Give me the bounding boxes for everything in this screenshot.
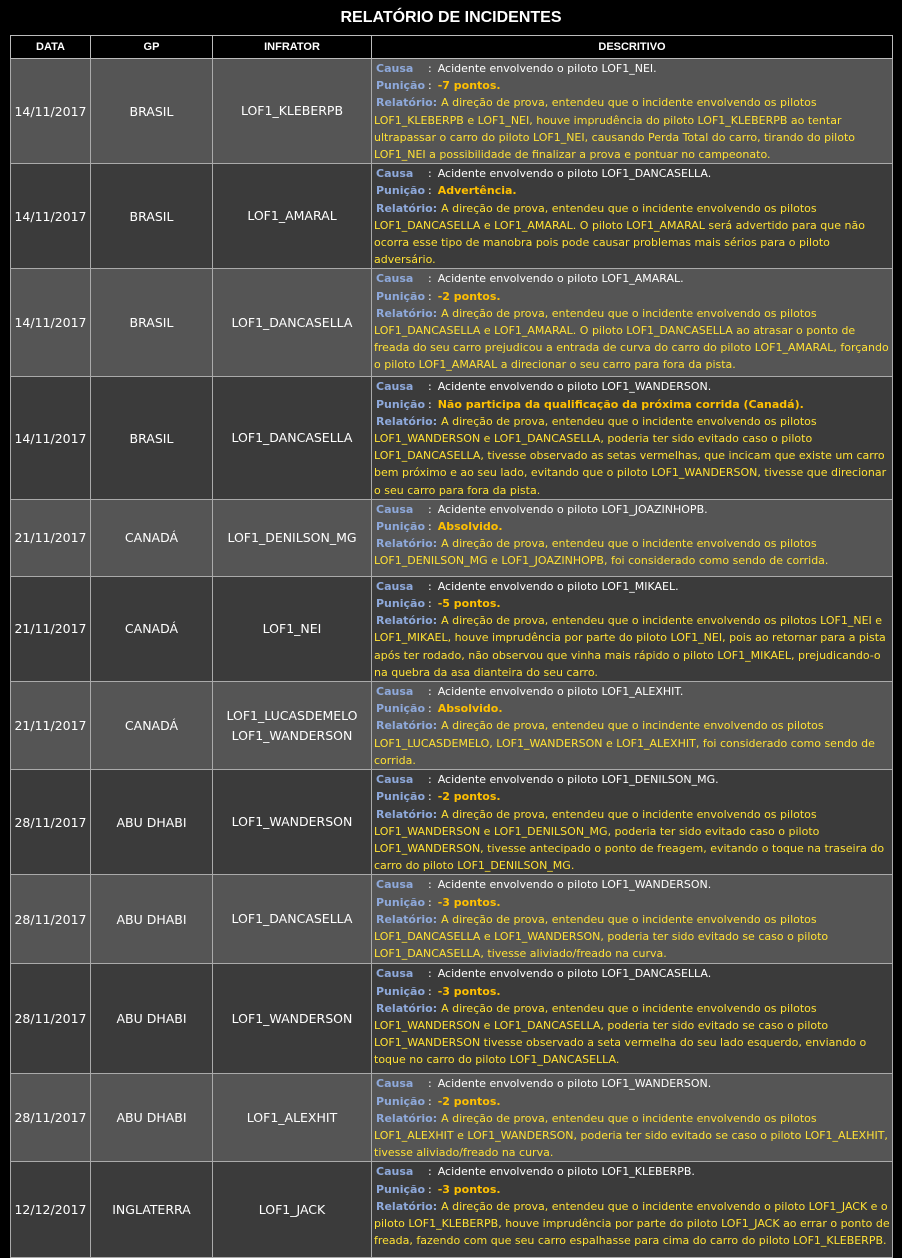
- label-colon: :: [428, 1182, 432, 1196]
- description-report-line: [374, 717, 890, 769]
- label-cause: Causa: [376, 773, 414, 787]
- label-penalty: Punição: [376, 1182, 425, 1196]
- header-descritivo: DESCRITIVO: [372, 36, 893, 59]
- report-text: A direção de prova, entendeu que o incidente envolvendo os pilotos LOF1_DANCASELLA e LOF1_AMARAL. O piloto LOF1_AMARAL será advertido para que não ocorra esse tipo de manobra pois pode causar problemas mais sérios para o piloto adversário.: [374, 201, 865, 267]
- description-report-line: [374, 1110, 890, 1162]
- label-report: Relatório:: [376, 201, 438, 215]
- cause-text: Acidente envolvendo o piloto LOF1_WANDERSON.: [437, 380, 712, 394]
- cause-text: Acidente envolvendo o piloto LOF1_DENILSON_MG.: [437, 773, 719, 787]
- description-cause-line: [374, 771, 890, 788]
- cell-gp: ABU DHABI: [91, 875, 213, 964]
- cell-date: 21/11/2017: [11, 576, 91, 681]
- cell-date: 14/11/2017: [11, 164, 91, 269]
- report-text: A direção de prova, entendeu que o incidente envolvendo os pilotos LOF1_DENILSON_MG e LOF1_JOAZINHOPB, foi considerado como sendo de corrida.: [374, 537, 829, 568]
- label-colon: :: [428, 790, 432, 804]
- cell-offender: [213, 499, 372, 576]
- table-row: [11, 576, 893, 681]
- penalty-text: -3 pontos.: [437, 1182, 501, 1196]
- cell-gp: BRASIL: [91, 164, 213, 269]
- cell-gp: ABU DHABI: [91, 964, 213, 1074]
- report-text: A direção de prova, entendeu que o incidente envolvendo os pilotos LOF1_WANDERSON e LOF1_DANCASELLA, poderia ter sido evitado caso o piloto LOF1_DANCASELLA, tivesse observado as setas vermelhas, que incicam que existe um carro bem próximo e ao seu lado, evitando que o piloto LOF1_WANDERSON, tivesse que direcionar o seu carro para fora da pista.: [374, 414, 887, 497]
- description-report-line: [374, 535, 890, 569]
- cell-description: [372, 964, 893, 1074]
- label-report: Relatório:: [376, 1001, 438, 1015]
- cell-date: 12/12/2017: [11, 1162, 91, 1258]
- report-title: RELATÓRIO DE INCIDENTES: [340, 9, 562, 26]
- cell-offender: [213, 1074, 372, 1162]
- label-colon: :: [428, 380, 432, 394]
- label-penalty: Punição: [376, 520, 425, 534]
- cell-date: 21/11/2017: [11, 499, 91, 576]
- description-cause-line: [374, 501, 890, 518]
- cell-description: [372, 164, 893, 269]
- cell-offender: [213, 1162, 372, 1258]
- description-cause-line: [374, 876, 890, 893]
- label-report: Relatório:: [376, 537, 438, 551]
- offender-name: LOF1_NEI: [262, 620, 322, 636]
- cause-text: Acidente envolvendo o piloto LOF1_DANCASELLA.: [437, 967, 712, 981]
- label-penalty: Punição: [376, 597, 425, 611]
- cell-offender: [213, 59, 372, 164]
- offender-name: LOF1_ALEXHIT: [246, 1109, 338, 1125]
- label-cause: Causa: [376, 272, 414, 286]
- header-data: DATA: [11, 36, 91, 59]
- label-colon: :: [428, 1077, 432, 1091]
- label-colon: :: [428, 685, 432, 699]
- description-penalty-line: [374, 396, 890, 413]
- cell-offender: [213, 269, 372, 377]
- cause-text: Acidente envolvendo o piloto LOF1_WANDERSON.: [437, 1077, 712, 1091]
- cause-text: Acidente envolvendo o piloto LOF1_AMARAL.: [437, 272, 684, 286]
- label-colon: :: [428, 967, 432, 981]
- cause-text: Acidente envolvendo o piloto LOF1_WANDERSON.: [437, 878, 712, 892]
- label-report: Relatório:: [376, 719, 438, 733]
- label-report: Relatório:: [376, 96, 438, 110]
- offender-name: LOF1_WANDERSON: [231, 727, 353, 743]
- description-penalty-line: [374, 77, 890, 94]
- label-penalty: Punição: [376, 984, 425, 998]
- label-report: Relatório:: [376, 912, 438, 926]
- description-cause-line: [374, 378, 890, 395]
- report-text: A direção de prova, entendeu que o incidente envolvendo os pilotos LOF1_DANCASELLA e LOF1_WANDERSON, poderia ter sido evitado se caso o piloto LOF1_DANCASELLA, tivesse aliviado/freado na curva.: [374, 912, 829, 961]
- cause-text: Acidente envolvendo o piloto LOF1_MIKAEL.: [437, 579, 679, 593]
- description-penalty-line: [374, 1181, 890, 1198]
- cell-description: [372, 269, 893, 377]
- label-report: Relatório:: [376, 306, 438, 320]
- description-cause-line: [374, 60, 890, 77]
- report-text: A direção de prova, entendeu que o incidente envolvendo os pilotos LOF1_ALEXHIT e LOF1_WANDERSON, poderia ter sido evitado se caso o piloto LOF1_ALEXHIT, tivesse aliviado/freado na curva.: [374, 1111, 888, 1160]
- label-colon: :: [428, 520, 432, 534]
- label-penalty: Punição: [376, 79, 425, 93]
- cause-text: Acidente envolvendo o piloto LOF1_JOAZINHOPB.: [437, 502, 708, 516]
- label-colon: :: [428, 397, 432, 411]
- table-row: [11, 59, 893, 164]
- offender-name: LOF1_AMARAL: [247, 208, 337, 224]
- cell-offender: [213, 576, 372, 681]
- offender-name: LOF1_WANDERSON: [231, 814, 353, 830]
- label-report: Relatório:: [376, 1111, 438, 1125]
- description-penalty-line: [374, 288, 890, 305]
- label-cause: Causa: [376, 167, 414, 181]
- report-text: A direção de prova, entendeu que o incidente envolvendo o piloto LOF1_JACK e o piloto LOF1_KLEBERPB, houve imprudência por parte do piloto LOF1_JACK ao errar o ponto de freada, fazendo com que seu carro espalhasse para cima do carro do piloto LOF1_KLEBERPB.: [374, 1199, 890, 1248]
- cell-description: [372, 875, 893, 964]
- cell-description: [372, 1074, 893, 1162]
- label-penalty: Punição: [376, 702, 425, 716]
- cell-offender: [213, 682, 372, 770]
- cause-text: Acidente envolvendo o piloto LOF1_ALEXHIT.: [437, 685, 684, 699]
- cell-date: 14/11/2017: [11, 59, 91, 164]
- description-penalty-line: [374, 595, 890, 612]
- description-penalty-line: [374, 518, 890, 535]
- description-cause-line: [374, 965, 890, 982]
- report-text: A direção de prova, entendeu que o incidente envolvendo os pilotos LOF1_WANDERSON e LOF1_DANCASELLA, poderia ter sido evitado se caso o piloto LOF1_WANDERSON tivesse observado a seta vermelha do seu lado esquerdo, enviando o toque no carro do piloto LOF1_DANCASELLA.: [374, 1001, 867, 1067]
- label-report: Relatório:: [376, 414, 438, 428]
- penalty-text: Absolvido.: [437, 702, 503, 716]
- cell-offender: [213, 770, 372, 875]
- cell-description: [372, 377, 893, 499]
- cell-gp: BRASIL: [91, 269, 213, 377]
- header-gp: GP: [91, 36, 213, 59]
- label-penalty: Punição: [376, 790, 425, 804]
- cell-date: 14/11/2017: [11, 377, 91, 499]
- cell-date: 14/11/2017: [11, 269, 91, 377]
- label-colon: :: [428, 773, 432, 787]
- cause-text: Acidente envolvendo o piloto LOF1_NEI.: [437, 62, 657, 75]
- cell-gp: BRASIL: [91, 377, 213, 499]
- offender-name: LOF1_DANCASELLA: [231, 911, 353, 927]
- cell-gp: CANADÁ: [91, 682, 213, 770]
- cell-gp: BRASIL: [91, 59, 213, 164]
- table-row: [11, 164, 893, 269]
- label-colon: :: [428, 702, 432, 716]
- label-colon: :: [428, 984, 432, 998]
- description-penalty-line: [374, 894, 890, 911]
- cell-gp: INGLATERRA: [91, 1162, 213, 1258]
- offender-name: LOF1_DANCASELLA: [231, 314, 353, 330]
- penalty-text: -3 pontos.: [437, 895, 501, 909]
- cell-gp: ABU DHABI: [91, 770, 213, 875]
- report-text: A direção de prova, entendeu que o incidente envolvendo os pilotos LOF1_KLEBERPB e LOF1_NEI, houve imprudência do piloto LOF1_KLEBERPB ao tentar ultrapassar o carro do piloto LOF1_NEI, causando Perda Total do carro, tirando do piloto LOF1_NEI a possibilidade de finalizar a prova e pontuar no campeonato.: [374, 96, 855, 162]
- table-row: [11, 499, 893, 576]
- label-colon: :: [428, 62, 432, 75]
- report-text: A direção de prova, entendeu que o incidente envolvendo os pilotos LOF1_DANCASELLA e LOF1_AMARAL. O piloto LOF1_DANCASELLA ao atrasar o ponto de freada do seu carro prejudicou a entrada de curva do carro do piloto LOF1_AMARAL, forçando o piloto LOF1_AMARAL a direcionar o seu carro para fora da pista.: [374, 306, 889, 372]
- description-penalty-line: [374, 182, 890, 199]
- cell-offender: [213, 164, 372, 269]
- offender-name: LOF1_WANDERSON: [231, 1010, 353, 1026]
- label-colon: :: [428, 289, 432, 303]
- table-row: [11, 1162, 893, 1258]
- offender-name: LOF1_DENILSON_MG: [227, 529, 357, 545]
- table-row: [11, 269, 893, 377]
- cell-description: [372, 1162, 893, 1258]
- penalty-text: -5 pontos.: [437, 597, 501, 611]
- label-colon: :: [428, 79, 432, 93]
- cell-offender: [213, 964, 372, 1074]
- cell-date: 21/11/2017: [11, 682, 91, 770]
- cell-description: [372, 770, 893, 875]
- description-penalty-line: [374, 788, 890, 805]
- penalty-text: Absolvido.: [437, 520, 503, 534]
- label-cause: Causa: [376, 685, 414, 699]
- description-penalty-line: [374, 983, 890, 1000]
- penalty-text: Advertência.: [437, 184, 517, 198]
- description-cause-line: [374, 1163, 890, 1180]
- description-report-line: [374, 305, 890, 374]
- description-cause-line: [374, 578, 890, 595]
- label-cause: Causa: [376, 380, 414, 394]
- label-cause: Causa: [376, 579, 414, 593]
- label-penalty: Punição: [376, 289, 425, 303]
- cause-text: Acidente envolvendo o piloto LOF1_DANCASELLA.: [437, 167, 712, 181]
- offender-name: LOF1_KLEBERPB: [240, 103, 344, 119]
- description-penalty-line: [374, 1093, 890, 1110]
- description-report-line: [374, 94, 890, 163]
- penalty-text: -2 pontos.: [437, 1094, 501, 1108]
- cell-gp: CANADÁ: [91, 499, 213, 576]
- cell-date: 28/11/2017: [11, 964, 91, 1074]
- label-cause: Causa: [376, 1077, 414, 1091]
- description-report-line: [374, 612, 890, 681]
- cell-description: [372, 682, 893, 770]
- label-report: Relatório:: [376, 614, 438, 628]
- label-colon: :: [428, 502, 432, 516]
- description-report-line: [374, 911, 890, 963]
- label-penalty: Punição: [376, 184, 425, 198]
- label-report: Relatório:: [376, 1199, 438, 1213]
- label-penalty: Punição: [376, 1094, 425, 1108]
- description-cause-line: [374, 683, 890, 700]
- offender-name: LOF1_LUCASDEMELO: [226, 707, 358, 723]
- label-cause: Causa: [376, 967, 414, 981]
- table-row: [11, 964, 893, 1074]
- description-report-line: [374, 200, 890, 269]
- label-penalty: Punição: [376, 397, 425, 411]
- cell-description: [372, 499, 893, 576]
- penalty-text: Não participa da qualificação da próxima corrida (Canadá).: [437, 397, 804, 411]
- label-colon: :: [428, 597, 432, 611]
- header-row: [11, 36, 893, 59]
- label-colon: :: [428, 579, 432, 593]
- cell-offender: [213, 875, 372, 964]
- cell-date: 28/11/2017: [11, 1074, 91, 1162]
- header-infrator: INFRATOR: [213, 36, 372, 59]
- table-row: [11, 770, 893, 875]
- report-text: A direção de prova, entendeu que o incindente envolvendo os pilotos LOF1_LUCASDEMELO, LOF1_WANDERSON e LOF1_ALEXHIT, foi considerado como sendo de corrida.: [374, 719, 875, 767]
- penalty-text: -7 pontos.: [437, 79, 501, 93]
- description-report-line: [374, 1198, 890, 1250]
- label-colon: :: [428, 878, 432, 892]
- offender-name: LOF1_JACK: [258, 1201, 326, 1217]
- penalty-text: -2 pontos.: [437, 289, 501, 303]
- cell-description: [372, 576, 893, 681]
- label-cause: Causa: [376, 878, 414, 892]
- description-cause-line: [374, 270, 890, 287]
- label-colon: :: [428, 1165, 432, 1179]
- report-text: A direção de prova, entendeu que o incidente envolvendo os pilotos LOF1_WANDERSON e LOF1_DENILSON_MG, poderia ter sido evitado caso o piloto LOF1_WANDERSON, tivesse antecipado o ponto de freagem, evitando o toque na traseira do carro do piloto LOF1_DENILSON_MG.: [374, 807, 885, 873]
- table-row: [11, 1074, 893, 1162]
- label-colon: :: [428, 272, 432, 286]
- table-row: [11, 875, 893, 964]
- label-penalty: Punição: [376, 895, 425, 909]
- table-row: [11, 682, 893, 770]
- label-report: Relatório:: [376, 807, 438, 821]
- label-colon: :: [428, 1094, 432, 1108]
- description-report-line: [374, 1000, 890, 1069]
- label-cause: Causa: [376, 502, 414, 516]
- cell-offender: [213, 377, 372, 499]
- description-report-line: [374, 413, 890, 499]
- description-cause-line: [374, 165, 890, 182]
- penalty-text: -3 pontos.: [437, 984, 501, 998]
- offender-name: LOF1_DANCASELLA: [231, 430, 353, 446]
- cell-description: [372, 59, 893, 164]
- label-colon: :: [428, 167, 432, 181]
- label-colon: :: [428, 184, 432, 198]
- label-cause: Causa: [376, 62, 414, 75]
- label-colon: :: [428, 895, 432, 909]
- incidents-table: [10, 35, 893, 1258]
- description-penalty-line: [374, 700, 890, 717]
- label-cause: Causa: [376, 1165, 414, 1179]
- table-row: [11, 377, 893, 499]
- cell-gp: ABU DHABI: [91, 1074, 213, 1162]
- cause-text: Acidente envolvendo o piloto LOF1_KLEBERPB.: [437, 1165, 695, 1179]
- description-cause-line: [374, 1075, 890, 1092]
- penalty-text: -2 pontos.: [437, 790, 501, 804]
- cell-gp: CANADÁ: [91, 576, 213, 681]
- report-text: A direção de prova, entendeu que o incidente envolvendo os pilotos LOF1_NEI e LOF1_MIKAEL, houve imprudência por parte do piloto LOF1_NEI, pois ao retornar para a pista após ter rodado, não observou que vinha mais rápido o piloto LOF1_MIKAEL, prejudicando-o na quebra da asa dianteira do seu carro.: [374, 614, 886, 679]
- description-report-line: [374, 806, 890, 875]
- cell-date: 28/11/2017: [11, 875, 91, 964]
- cell-date: 28/11/2017: [11, 770, 91, 875]
